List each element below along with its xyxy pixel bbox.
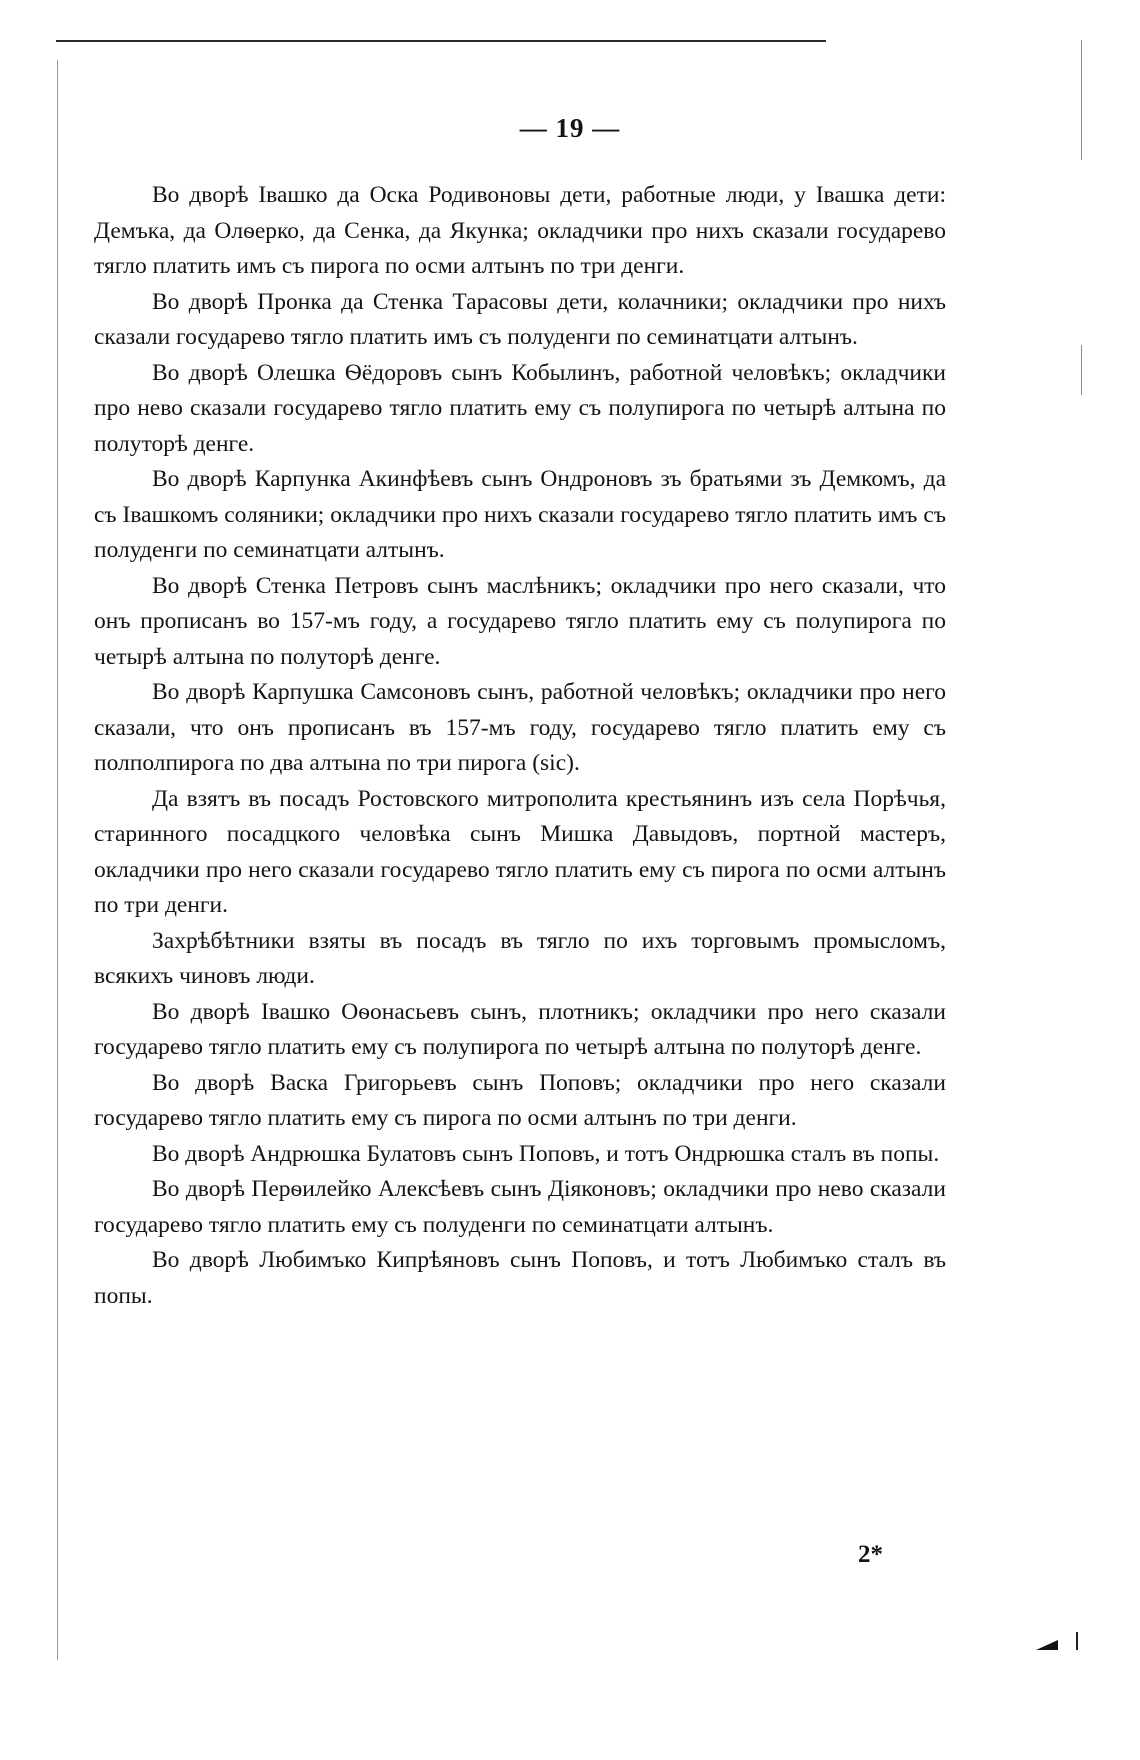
text-body (94, 178, 946, 1314)
paragraph: Во дворѣ Івашко Оѳонасьевъ сынъ, плотникъ; окладчики про него сказали государево тягло платить ему съ полупирога по четырѣ алтына по полуторѣ денге. (94, 998, 946, 1060)
paragraph: Во дворѣ Карпушка Самсоновъ сынъ, работной человѣкъ; окладчики про него сказали, что онъ прописанъ въ 157-мъ году, государево тягло платить ему съ полполпирога по два алтына по три пирога (sic). (94, 679, 946, 776)
paragraph: Во дворѣ Стенка Петровъ сынъ маслѣникъ; окладчики про него сказали, что онъ прописанъ во 157-мъ году, а государево тягло платить ему съ полупирога по четырѣ алтына по полуторѣ денге. (94, 572, 946, 670)
right-margin-rule-lower (1081, 345, 1082, 395)
left-margin-rule (57, 60, 58, 1660)
page-number: — 19 — (519, 113, 621, 143)
paragraph: Во дворѣ Івашко да Оска Родивоновы дети, работные люди, у Івашка дети: Демъка, да Олѳерко, да Сенка, да Якунка; окладчики про нихъ сказали государево тягло платить имъ съ пирога по осми алтынъ по три денги. (94, 182, 946, 279)
corner-scan-bar (1076, 1632, 1078, 1650)
paragraph: Во дворѣ Васка Григорьевъ сынъ Поповъ; окладчики про него сказали государево тягло платить ему съ пирога по осми алтынъ по три денги. (94, 1069, 946, 1131)
paragraph: Во дворѣ Любимъко Кипрѣяновъ сынъ Поповъ, и тотъ Любимъко сталъ въ попы. (94, 1247, 946, 1309)
paragraph: Захрѣбѣтники взяты въ посадъ въ тягло по ихъ торговымъ промысломъ, всякихъ чиновъ люди. (94, 927, 946, 989)
paragraph: Во дворѣ Перѳилейко Алексѣевъ сынъ Діяконовъ; окладчики про нево сказали государево тягло платить ему съ полуденги по семинатцати алтынъ. (94, 1176, 946, 1238)
paragraph: Во дворѣ Андрюшка Булатовъ сынъ Поповъ, и тотъ Ондрюшка сталъ въ попы. (152, 1140, 940, 1167)
paragraph: Во дворѣ Карпунка Акинфѣевъ сынъ Ондроновъ зъ братьями зъ Демкомъ, да съ Івашкомъ соляники; окладчики про нихъ сказали государево тягло платить имъ съ полуденги по семинатцати алтынъ. (94, 466, 946, 563)
top-rule (56, 40, 826, 42)
paragraph: Во дворѣ Олешка Ѳёдоровъ сынъ Кобылинъ, работной человѣкъ; окладчики про нево сказали государево тягло платить ему съ полупирога по четырѣ алтына по полуторѣ денге. (94, 359, 946, 457)
signature-mark: 2* (858, 1541, 883, 1568)
corner-scan-mark (1036, 1640, 1058, 1650)
paragraph: Да взятъ въ посадъ Ростовского митрополита крестьянинъ изъ села Порѣчья, старинного посадцкого человѣка сынъ Мишка Давыдовъ, портной мастеръ, окладчики про него сказали государево тягло платить ему съ пирога по осми алтынъ по три денги. (94, 785, 946, 918)
paragraph: Во дворѣ Пронка да Стенка Тарасовы дети, колачники; окладчики про нихъ сказали государево тягло платить имъ съ полуденги по семинатцати алтынъ. (94, 288, 946, 350)
